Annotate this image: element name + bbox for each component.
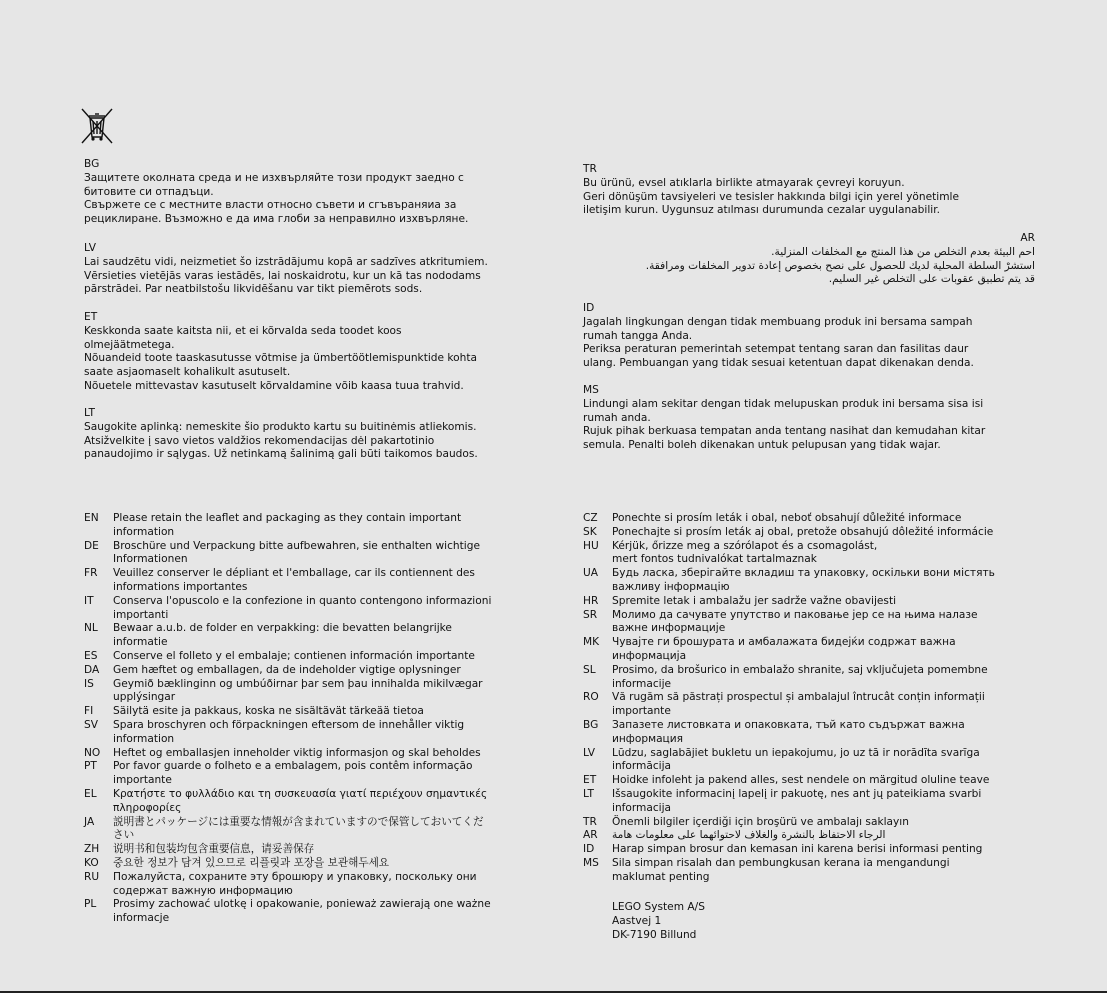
language-code: BG	[84, 158, 100, 170]
notice-row	[84, 843, 544, 857]
notice-text: Por favor guarde o folheto e a embalagem, pois contêm informação importante	[113, 760, 473, 787]
notice-id	[583, 302, 1033, 371]
notice-text: Kérjük, őrizze meg a szórólapot és a csomagolást, mert fontos tudnivalókat tartalmaznak	[612, 539, 878, 566]
notice-text: Lai saudzētu vidi, neizmetiet šo izstrādājumu kopā ar sadzīves atkritumiem. Vērsieties vietējās varas iestādēs, lai noskaidrotu, kur un kā tas nododams pārstrādei. Par neatbilstošu likvidēšanu var tikt piemērots sods.	[84, 255, 488, 296]
notice-row	[84, 664, 544, 678]
notice-row	[84, 788, 544, 816]
notice-text: Gem hæftet og emballagen, da de indeholder vigtige oplysninger	[113, 663, 461, 676]
notice-text: Conserve el folleto y el embalaje; contienen información importante	[113, 649, 475, 662]
notice-row	[583, 816, 1043, 830]
notice-row	[583, 774, 1043, 788]
language-code: BG	[583, 718, 599, 731]
notice-text: 説明書とパッケージには重要な情報が含まれていますので保管しておいてくだ さい	[113, 815, 484, 842]
language-code: EL	[84, 787, 97, 800]
notice-ms	[583, 384, 1033, 453]
language-code: LV	[84, 242, 96, 254]
notice-text: Geymið bæklinginn og umbúðirnar þar sem þau innihalda mikilvægar upplýsingar	[113, 677, 483, 704]
notice-row	[84, 622, 544, 650]
language-code: LV	[583, 746, 595, 759]
notice-row	[84, 719, 544, 747]
notice-text: Ponechte si prosím leták i obal, neboť obsahují důležité informace	[612, 512, 962, 524]
notice-text: Будь ласка, зберігайте вкладиш та упаковку, оскільки вони містять важливу інформацію	[612, 567, 995, 593]
notice-text: Jagalah lingkungan dengan tidak membuang produk ini bersama sampah rumah tangga Anda. Periksa peraturan pemerintah setempat tentang saran dan fasilitas daur ulang. Pembuangan yang tidak sesuai ketentuan dapat dikenakan denda.	[583, 315, 974, 370]
notice-text: Veuillez conserver le dépliant et l'emballage, car ils contiennent des informations importantes	[113, 567, 475, 593]
language-code: SV	[84, 718, 98, 731]
language-code: LT	[84, 407, 95, 419]
notice-text: Запазете листовката и опаковката, тъй като съдържат важна информация	[612, 718, 965, 745]
notice-row	[583, 609, 1043, 637]
language-code: PT	[84, 760, 97, 773]
language-code: ET	[583, 774, 597, 787]
language-code: ID	[583, 843, 595, 856]
notice-row	[84, 816, 544, 844]
language-code: SK	[583, 525, 597, 538]
notice-text: Harap simpan brosur dan kemasan ini karena berisi informasi penting	[612, 843, 983, 856]
notice-row	[583, 829, 1043, 843]
language-code: MK	[583, 636, 600, 649]
crossed-out-wheelie-bin-icon	[80, 108, 114, 144]
language-code: RO	[583, 691, 599, 704]
notice-row	[583, 788, 1043, 816]
notice-row	[583, 512, 1043, 526]
notice-text: Saugokite aplinką: nemeskite šio produkto kartu su buitinėmis atliekomis. Atsižvelkite į savo vietos valdžios rekomendacijas dėl pakartotinio panaudojimo ir sąlygas. Už netinkamą šalinimą gali būti taikomos baudos.	[84, 420, 478, 461]
language-code: DE	[84, 539, 99, 552]
language-code: MS	[583, 384, 599, 396]
notice-row	[583, 843, 1043, 857]
notice-lv	[84, 242, 488, 297]
notice-text: Please retain the leaflet and packaging as they contain important information	[113, 512, 462, 538]
notice-et	[84, 311, 477, 394]
notice-text: Sila simpan risalah dan pembungkusan kerana ia mengandungi maklumat penting	[612, 856, 950, 883]
notice-row	[84, 857, 544, 871]
manufacturer-address: LEGO System A/S Aastvej 1 DK-7190 Billund	[612, 901, 705, 941]
notice-text: الرجاء الاحتفاظ بالنشرة والغلاف لاحتوائهما على معلومات هامة	[612, 829, 886, 842]
language-code: ZH	[84, 843, 100, 856]
language-code: FI	[84, 705, 94, 718]
notice-row	[84, 567, 544, 595]
notice-text: Bu ürünü, evsel atıklarla birlikte atmayarak çevreyi koruyun. Geri dönüşüm tavsiyeleri ve tesisler hakkında bilgi için yerel yönetimle iletişim kurun. Uygunsuz atılması durumunda cezalar uygulanabilir.	[583, 176, 959, 217]
notice-text: Išsaugokite informacinį lapelį ir pakuotę, nes ant jų pateikiama svarbi informacija	[612, 787, 982, 814]
language-code: TR	[583, 815, 597, 828]
notice-text: Lūdzu, saglabājiet bukletu un iepakojumu, jo uz tā ir norādīta svarīga informācija	[612, 746, 980, 773]
notice-row	[583, 636, 1043, 664]
notice-row	[84, 678, 544, 706]
notice-row	[583, 719, 1043, 747]
language-code: MS	[583, 856, 599, 869]
notice-text: Spara broschyren och förpackningen eftersom de innehåller viktig information	[113, 718, 465, 745]
notice-row	[84, 512, 544, 540]
language-code: DA	[84, 663, 100, 676]
notice-text: Lindungi alam sekitar dengan tidak melupuskan produk ini bersama sisa isi rumah anda. Rujuk pihak berkuasa tempatan anda tentang nasihat dan kemudahan kitar semula. Penalti boleh dikenakan untuk pelupusan yang tidak wajar.	[583, 397, 986, 452]
notice-row	[583, 526, 1043, 540]
language-code: AR	[583, 829, 598, 842]
notice-text: Чувајте ги брошурата и амбалажата бидејќи содржат важна информација	[612, 636, 956, 662]
language-code: RU	[84, 870, 100, 883]
language-code: ET	[84, 311, 98, 323]
notice-row	[84, 871, 544, 899]
language-code: ES	[84, 649, 98, 662]
language-code: NL	[84, 622, 98, 635]
notice-text: Heftet og emballasjen inneholder viktig informasjon og skal beholdes	[113, 746, 481, 759]
notice-lt	[84, 407, 478, 462]
language-code: CZ	[583, 512, 598, 524]
notice-text: 说明书和包装均包含重要信息，请妥善保存	[113, 843, 315, 856]
notice-text: Молимо да сачувате упутство и паковање јер се на њима налазе важне информације	[612, 608, 978, 635]
notice-row	[583, 691, 1043, 719]
notice-text: Защитете околната среда и не изхвърляйте този продукт заедно с битовите си отпадъци. Свържете се с местните власти относно съвети и сгъвъраняиа за рециклиране. Възможно е да има глоби за неправилно изхвърляне.	[84, 171, 469, 226]
notice-text: Säilytä esite ja pakkaus, koska ne sisältävät tärkeää tietoa	[113, 705, 424, 718]
notice-text: Broschüre und Verpackung bitte aufbewahren, sie enthalten wichtige Informationen	[113, 539, 480, 566]
notice-text: Κρατήστε το φυλλάδιο και τη συσκευασία γιατί περιέχουν σημαντικές πληροφορίες	[113, 787, 488, 814]
language-code: HR	[583, 594, 599, 607]
notice-row	[583, 567, 1043, 595]
language-code: ID	[583, 302, 595, 314]
notice-text: Keskkonda saate kaitsta nii, et ei kõrvalda seda toodet koos olmejäätmetega. Nõuandeid toote taaskasutusse võtmise ja ümbertöötlemispunktide kohta saate asjaomaselt kohalikult asutuselt. Nõuetele mittevastav kasutuselt kõrvaldamine võib kaasa tuua trahvid.	[84, 324, 477, 392]
notice-row	[84, 650, 544, 664]
notice-row	[583, 747, 1043, 775]
language-code: SR	[583, 608, 598, 621]
notice-row	[84, 705, 544, 719]
notice-text: Vă rugăm să păstrați prospectul și ambalajul întrucât conțin informații importante	[612, 691, 985, 718]
language-code: HU	[583, 539, 599, 552]
notice-text: Prosimo, da brošurico in embalažo shranite, saj vključujeta pomembne informacije	[612, 663, 988, 690]
language-code: TR	[583, 163, 597, 175]
notice-ar	[583, 232, 1035, 287]
notice-row	[84, 595, 544, 623]
notice-text: Önemli bilgiler içerdiği için broşürü ve ambalajı saklayın	[612, 815, 909, 828]
notice-row	[583, 664, 1043, 692]
notice-text: Hoidke infoleht ja pakend alles, sest nendele on märgitud oluline teave	[612, 774, 990, 787]
language-code: LT	[583, 787, 594, 800]
language-code: KO	[84, 856, 99, 869]
language-code: JA	[84, 815, 95, 828]
language-code: IS	[84, 677, 94, 690]
language-code: NO	[84, 746, 101, 759]
notice-bg	[84, 158, 468, 227]
notice-text: Bewaar a.u.b. de folder en verpakking: die bevatten belangrijke informatie	[113, 622, 452, 649]
language-code: EN	[84, 512, 99, 524]
language-code: SL	[583, 663, 596, 676]
notice-text: Ponechajte si prosím leták aj obal, pretože obsahujú dôležité informácie	[612, 525, 994, 538]
retain-notices-left	[84, 512, 544, 926]
language-code: UA	[583, 567, 599, 580]
notice-text: Conserva l'opuscolo e la confezione in quanto contengono informazioni importanti	[113, 594, 492, 621]
notice-row	[84, 760, 544, 788]
language-code: AR	[1020, 232, 1035, 244]
notice-row	[84, 898, 544, 926]
notice-row	[84, 747, 544, 761]
notice-text: Пожалуйста, сохраните эту брошюру и упаковку, поскольку они содержат важную информацию	[113, 870, 477, 897]
language-code: FR	[84, 567, 98, 580]
notice-tr	[583, 163, 1033, 218]
notice-row	[583, 857, 1043, 885]
notice-row	[84, 540, 544, 568]
retain-notices-right	[583, 512, 1043, 885]
notice-text: 중요한 정보가 담겨 있으므로 리플릿과 포장을 보관해두세요	[113, 856, 390, 869]
notice-text: Prosimy zachować ulotkę i opakowanie, ponieważ zawierają one ważne informacje	[113, 898, 491, 925]
notice-text: احم البيئة بعدم التخلص من هذا المنتج مع المخلفات المنزلية. استشرْ السلطة المحلية لديك للحصول على نصح بخصوص إعادة تدوير المخلفات ومرافقة. قد يتم تطبيق عقوبات على التخلص غير السليم.	[645, 245, 1035, 286]
notice-text: Spremite letak i ambalažu jer sadrže važne obavijesti	[612, 594, 897, 607]
language-code: PL	[84, 898, 97, 911]
notice-row	[583, 540, 1043, 568]
notice-row	[583, 595, 1043, 609]
language-code: IT	[84, 594, 94, 607]
